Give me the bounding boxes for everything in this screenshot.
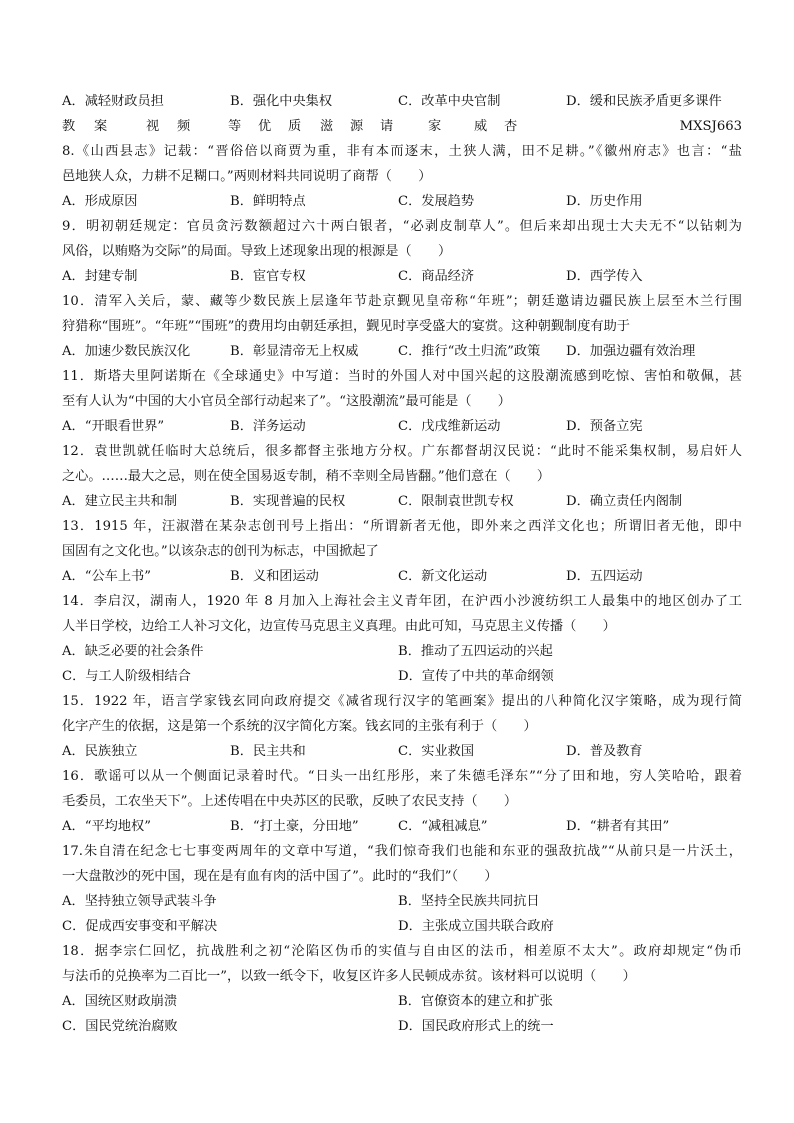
option-b: B．鲜明特点	[230, 194, 306, 209]
options-row	[62, 1014, 742, 1039]
options-row	[62, 814, 742, 839]
option-c: C．新文化运动	[398, 569, 488, 584]
question-text-line: 狩猎称“围班”。“年班”“围班”的费用均由朝廷承担，觐见时享受盛大的宴赏。这种朝觐制度有助于	[62, 319, 630, 334]
option-d: D．普及教育	[566, 744, 643, 759]
q7-option-c: C．改革中央官制	[398, 94, 501, 109]
q7-option-b: B．强化中央集权	[230, 94, 333, 109]
question-text-line: 9．明初朝廷规定：官员贪污数额超过六十两白银者，“必剥皮制草人”。但后来却出现士大夫无不“以钻刺为	[62, 219, 742, 234]
question-text-line: 13．1915 年，汪淑潜在某杂志创刊号上指出：“所谓新者无他，即外来之西洋文化也；所谓旧者无他，即中	[62, 519, 742, 534]
question-12	[62, 439, 742, 514]
option-c: C．国民党统治腐败	[62, 1019, 178, 1034]
question-8	[62, 139, 742, 214]
options-row	[62, 739, 742, 764]
option-c: C．促成西安事变和平解决	[62, 919, 218, 934]
option-a: A．“平均地权”	[62, 819, 151, 834]
option-d: D．国民政府形式上的统一	[398, 1019, 554, 1034]
option-b: B．义和团运动	[230, 569, 319, 584]
option-d: D．确立责任内阁制	[566, 494, 683, 509]
options-row	[62, 914, 742, 939]
option-d: D．主张成立国共联合政府	[398, 919, 554, 934]
option-b: B．坚持全民族共同抗日	[398, 894, 540, 909]
question-17	[62, 839, 742, 939]
question-text-line: 17.朱自清在纪念七七事变两周年的文章中写道，“我们惊奇我们也能和东亚的强敌抗战”“从前只是一片沃土，	[62, 844, 742, 859]
question-10	[62, 289, 742, 364]
option-b: B．洋务运动	[230, 419, 306, 434]
options-row	[62, 489, 742, 514]
question-text-line: 至有人认为“中国的大小官员全部行动起来了”。“这股潮流”最可能是（ ）	[62, 394, 511, 409]
option-b: B．民主共和	[230, 744, 306, 759]
question-text-line: 毛委员，工农坐天下”。上述传唱在中央苏区的民歌，反映了农民支持（ ）	[62, 794, 518, 809]
option-a: A．“开眼看世界”	[62, 419, 165, 434]
question-text-line: 8.《山西县志》记载：“晋俗倍以商贾为重，非有本而逐末，土狭人满，田不足耕。”《徽州府志》也言：“盐	[62, 144, 742, 159]
option-b: B．“打土豪，分田地”	[230, 819, 359, 834]
promo-char: 源	[350, 119, 364, 134]
option-a: A．国统区财政崩溃	[62, 994, 178, 1009]
option-b: B．实现普遍的民权	[230, 494, 346, 509]
options-row	[62, 264, 742, 289]
option-d: D．宣传了中共的革命纲领	[398, 669, 554, 684]
options-row	[62, 664, 742, 689]
option-a: A．坚持独立领导武装斗争	[62, 894, 217, 909]
option-a: A．封建专制	[62, 269, 138, 284]
option-b: B．彰显清帝无上权威	[230, 344, 359, 359]
promo-char: 等	[228, 119, 242, 134]
exam-content	[62, 89, 742, 1039]
question-text-line: 14．李启汉，湖南人，1920 年 8 月加入上海社会主义青年团，在沪西小沙渡纺织工人最集中的地区创办了工	[62, 594, 742, 609]
promo-char: 频	[177, 119, 191, 134]
promo-char: 威	[474, 119, 488, 134]
question-16	[62, 764, 742, 839]
promo-char: 教	[62, 119, 76, 134]
option-c: C．推行“改土归流”政策	[398, 344, 541, 359]
option-c: C．“减租减息”	[398, 819, 488, 834]
question-text-line: 18．据李宗仁回忆，抗战胜利之初“沦陷区伪币的实值与自由区的法币，相差原不太大”。政府却规定“伪币	[62, 944, 742, 959]
question-11	[62, 364, 742, 439]
options-row	[62, 564, 742, 589]
option-a: A．形成原因	[62, 194, 138, 209]
option-d: D．“耕者有其田”	[566, 819, 670, 834]
q7-option-d: D．缓和民族矛盾更多课件	[566, 94, 722, 109]
question-14	[62, 589, 742, 689]
option-d: D．历史作用	[566, 194, 643, 209]
option-a: A．加速少数民族汉化	[62, 344, 191, 359]
question-text-line: 国固有之文化也。”以该杂志的创刊为标志，中国掀起了	[62, 544, 379, 559]
question-text-line: 10．清军入关后，蒙、藏等少数民族上层逢年节赴京觐见皇帝称“年班”；朝廷邀请边疆民族上层至木兰行围	[62, 294, 742, 309]
question-text-line: 风俗，以贿赂为交际”的局面。导致上述现象出现的根源是（ ）	[62, 244, 452, 259]
options-row	[62, 989, 742, 1014]
option-b: B．宦官专权	[230, 269, 306, 284]
option-d: D．加强边疆有效治理	[566, 344, 696, 359]
question-13	[62, 514, 742, 589]
q7-option-a: A．减轻财政员担	[62, 94, 164, 109]
options-row	[62, 414, 742, 439]
promo-char: 请	[380, 119, 394, 134]
option-a: A．建立民主共和制	[62, 494, 178, 509]
promo-char: 滋	[320, 119, 334, 134]
option-a: A．缺乏必要的社会条件	[62, 644, 204, 659]
promo-char: 杏	[504, 119, 518, 134]
option-b: B．官僚资本的建立和扩张	[398, 994, 553, 1009]
question-text-line: 与法币的兑换率为二百比一”，以致一纸令下，收复区许多人民顿成赤贫。该材料可以说明（ ）	[62, 969, 636, 984]
question-15	[62, 689, 742, 764]
question-text-line: 之心。……最大之忌，则在使全国易返专制，稍不幸则全局皆翻。”他们意在（ ）	[62, 469, 551, 484]
option-a: A．民族独立	[62, 744, 138, 759]
question-text-line: 11．斯塔夫里阿诺斯在《全球通史》中写道：当时的外国人对中国兴起的这股潮流感到吃惊、害怕和敬佩，甚	[62, 369, 742, 384]
promo-char: 优	[258, 119, 272, 134]
options-row	[62, 889, 742, 914]
question-text-line: 一大盘散沙的死中国，现在是有血有肉的活中国了”。此时的“我们”（ ）	[62, 869, 498, 884]
option-a: A．“公车上书”	[62, 569, 151, 584]
option-c: C．商品经济	[398, 269, 475, 284]
question-9	[62, 214, 742, 289]
options-row	[62, 639, 742, 664]
question-18	[62, 939, 742, 1039]
options-row	[62, 189, 742, 214]
promo-char: 案	[94, 119, 108, 134]
question-text-line: 15．1922 年，语言学家钱玄同向政府提交《减省现行汉字的笔画案》提出的八种简化汉字策略，成为现行简	[62, 694, 742, 709]
promo-line	[62, 114, 742, 139]
question-text-line: 化字产生的依据，这是第一个系统的汉字简化方案。钱玄同的主张有利于（ ）	[62, 719, 537, 734]
option-c: C．限制袁世凯专权	[398, 494, 514, 509]
promo-char: 质	[288, 119, 302, 134]
option-c: C．戊戌维新运动	[398, 419, 501, 434]
option-c: C．发展趋势	[398, 194, 475, 209]
option-d: D．西学传入	[566, 269, 643, 284]
question-text-line: 人半日学校，边给工人补习文化，边宣传马克思主义真理。由此可知，马克思主义传播（ ）	[62, 619, 616, 634]
options-row	[62, 339, 742, 364]
promo-char: 家	[428, 119, 442, 134]
option-d: D．五四运动	[566, 569, 643, 584]
option-b: B．推动了五四运动的兴起	[398, 644, 553, 659]
option-c: C．与工人阶级相结合	[62, 669, 191, 684]
question-text-line: 邑地狭人众，力耕不足糊口。”两则材料共同说明了商帮（ ）	[62, 169, 432, 184]
q7-options-row	[62, 89, 742, 114]
option-c: C．实业救国	[398, 744, 475, 759]
question-text-line: 16．歌谣可以从一个侧面记录着时代。“日头一出红彤彤，来了朱德毛泽东”“分了田和地，穷人笑哈哈，跟着	[62, 769, 742, 784]
option-d: D．预备立宪	[566, 419, 643, 434]
promo-char: 视	[146, 119, 160, 134]
question-text-line: 12．袁世凯就任临时大总统后，很多都督主张地方分权。广东都督胡汉民说：“此时不能采集权制，易启奸人	[62, 444, 742, 459]
promo-code: MXSJ663	[679, 119, 742, 134]
